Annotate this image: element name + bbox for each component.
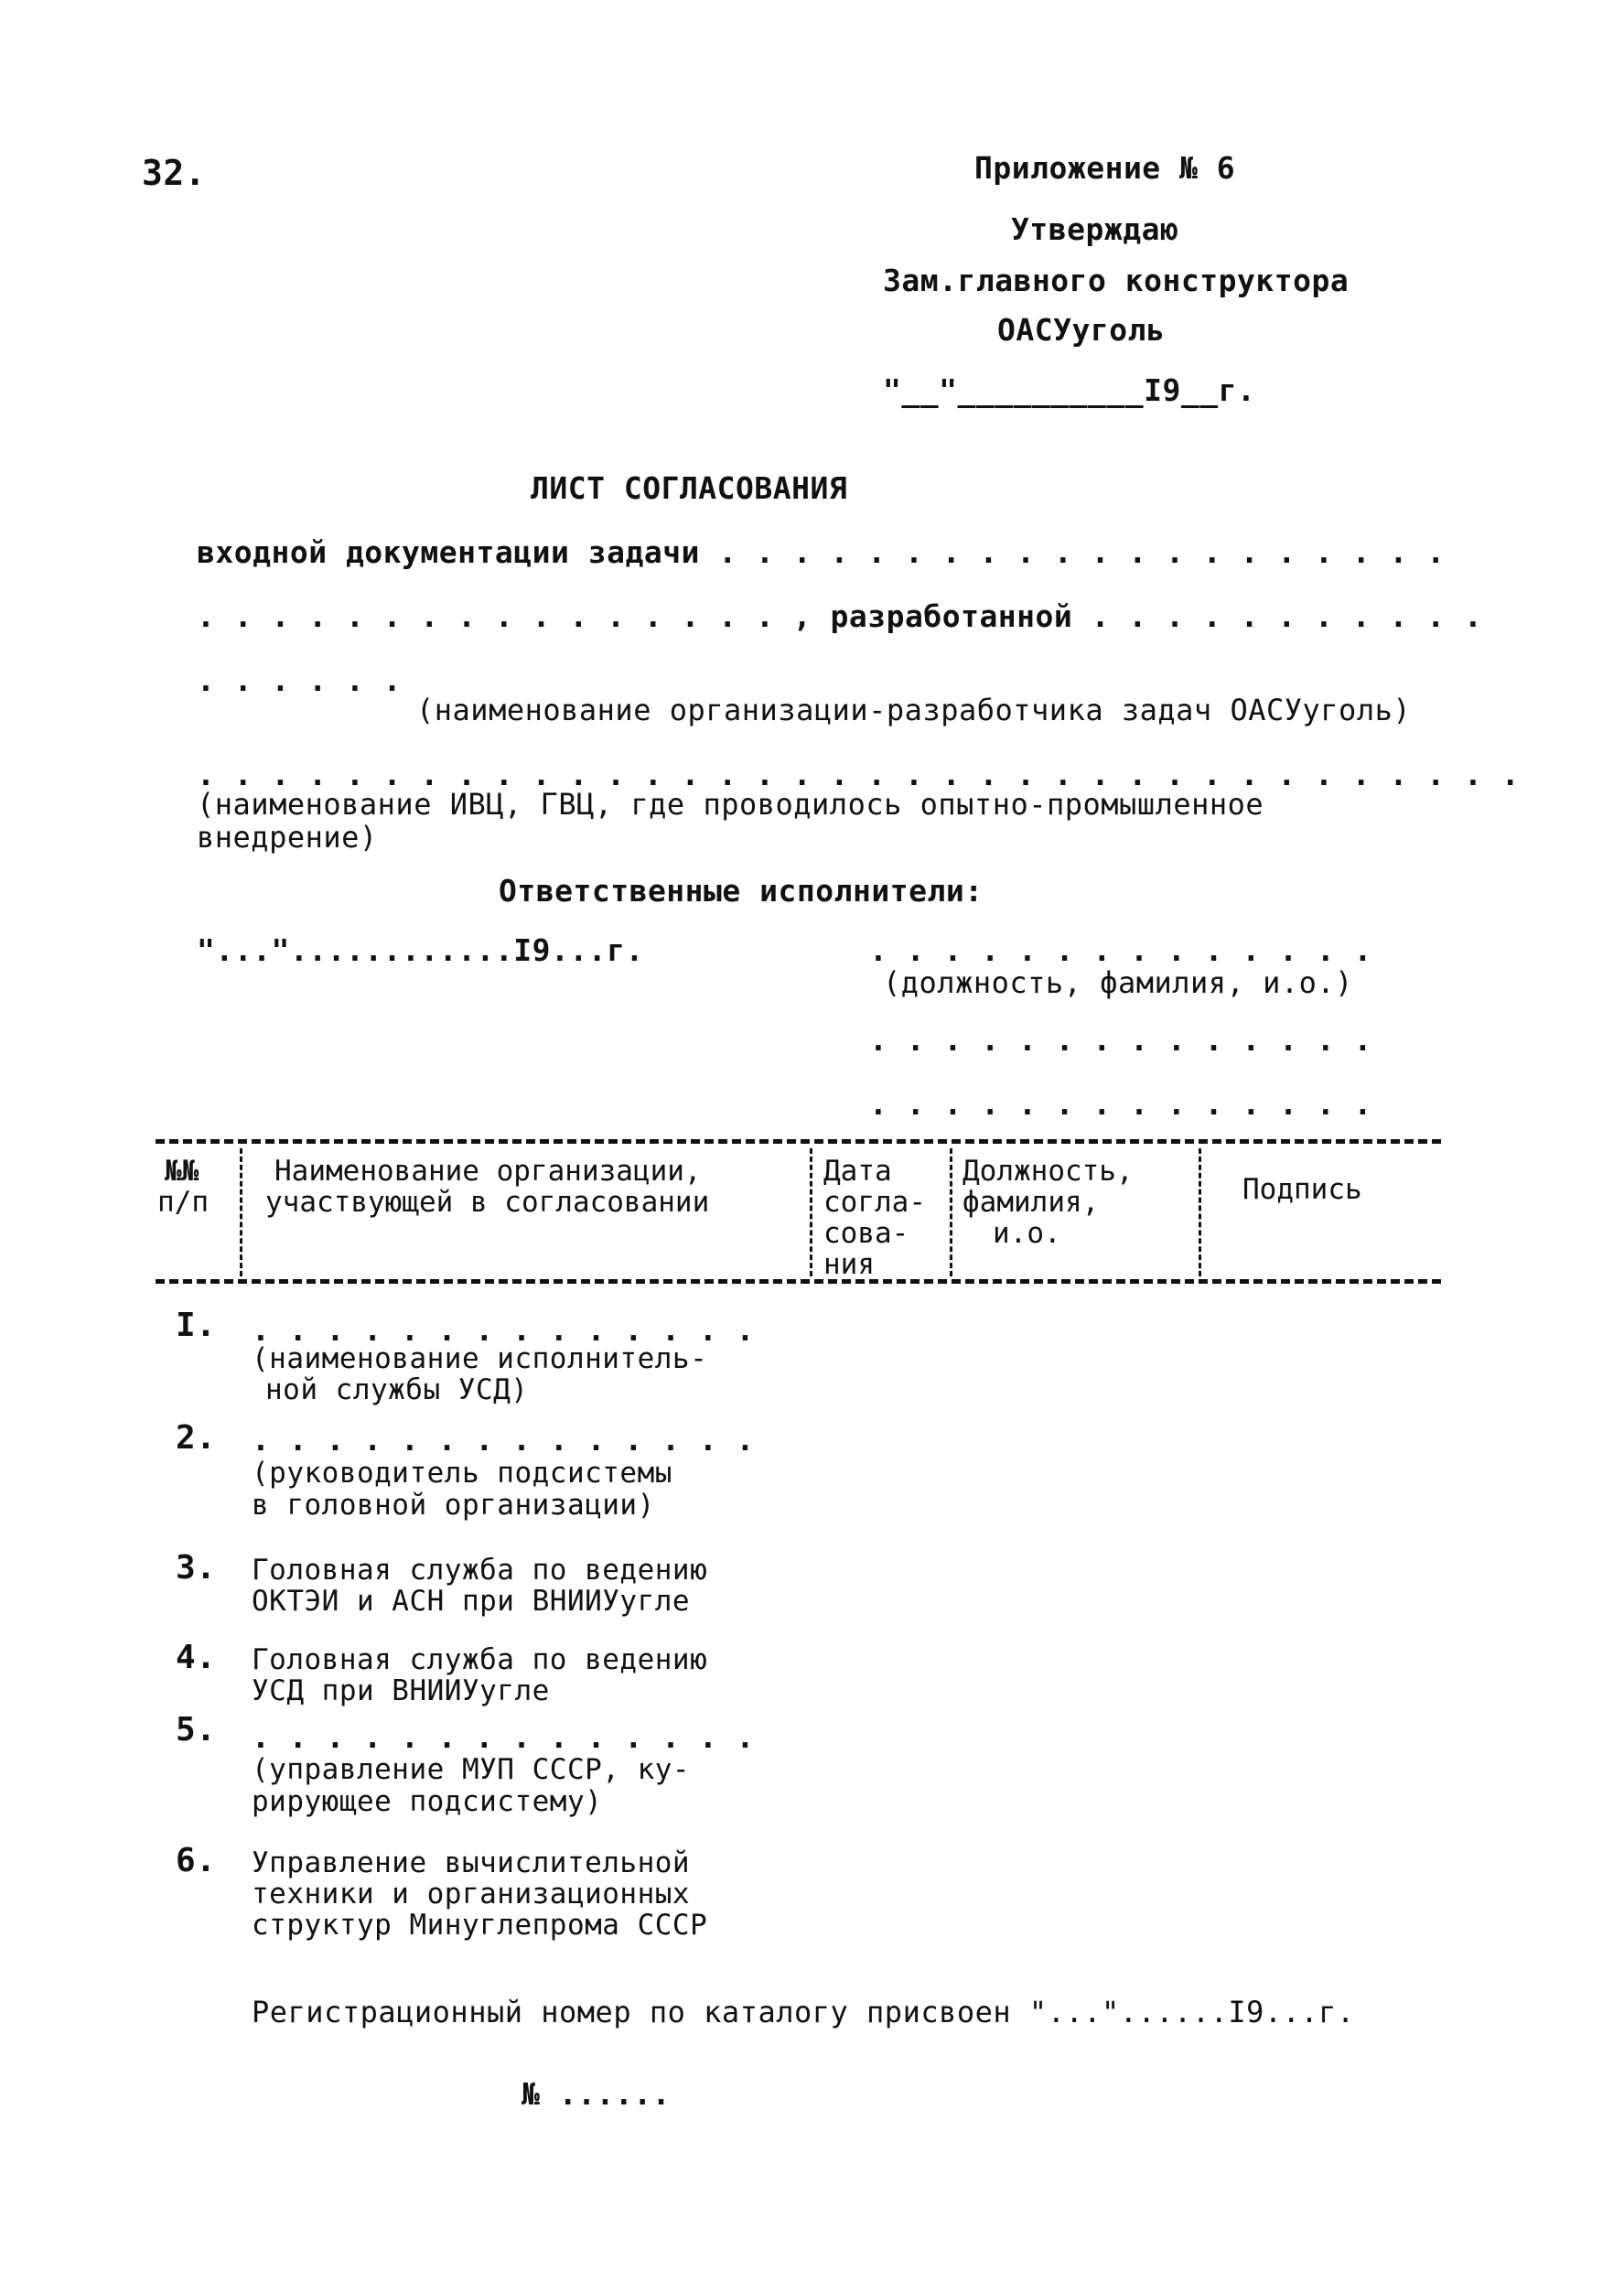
table-header-organization-1: Наименование организации, xyxy=(274,1155,702,1188)
row-6-number: 6. xyxy=(176,1842,217,1879)
approval-date-line: "__"__________I9__г. xyxy=(883,372,1256,408)
table-header-date-4: ния xyxy=(823,1248,875,1281)
row-5-line-3: рирующее подсистему) xyxy=(252,1785,603,1818)
row-5-line-1: . . . . . . . . . . . . . . xyxy=(252,1719,755,1755)
registration-number: № ...... xyxy=(522,2076,671,2112)
table-header-position-3: и.о. xyxy=(993,1217,1061,1250)
intro-line-4-dots: . . . . . . . . . . . . . . . . . . . . . . . . . . . . . . . . . . . . xyxy=(197,757,1521,792)
row-1-line-3: ной службы УСД) xyxy=(265,1373,529,1406)
row-5-number: 5. xyxy=(176,1711,217,1749)
page-number: 32. xyxy=(142,153,207,193)
table-header-position-2: фамилия, xyxy=(963,1186,1100,1219)
table-divider-4 xyxy=(1199,1148,1201,1276)
appendix-label: Приложение № 6 xyxy=(974,150,1236,186)
responsible-heading: Ответственные исполнители: xyxy=(499,873,984,909)
table-top-border xyxy=(156,1139,1441,1144)
row-6-line-3: структур Минуглепрома СССР xyxy=(252,1909,708,1942)
row-2-number: 2. xyxy=(176,1419,217,1457)
approval-organization: ОАСУуголь xyxy=(997,312,1166,348)
table-header-organization-2: участвующей в согласовании xyxy=(265,1186,710,1219)
responsible-date: "..."............I9...г. xyxy=(197,932,644,968)
table-bottom-border xyxy=(156,1279,1441,1284)
table-divider-3 xyxy=(950,1148,952,1276)
row-2-line-1: . . . . . . . . . . . . . . xyxy=(252,1422,755,1458)
row-4-line-2: УСД при ВНИИУугле xyxy=(252,1674,550,1707)
row-3-line-1: Головная служба по ведению xyxy=(252,1554,708,1587)
intro-line-3-dots: . . . . . . xyxy=(197,662,403,698)
responsible-dots-2: . . . . . . . . . . . . . . xyxy=(869,1022,1372,1058)
row-2-line-2: (руководитель подсистемы xyxy=(252,1457,672,1490)
intro-line-1: входной документации задачи . . . . . . . . . . . . . . . . . . . . xyxy=(197,534,1446,570)
table-divider-1 xyxy=(240,1148,242,1276)
table-divider-2 xyxy=(810,1148,812,1276)
intro-line-2: . . . . . . . . . . . . . . . . , разработанной . . . . . . . . . . . xyxy=(197,598,1483,634)
row-3-line-2: ОКТЭИ и АСН при ВНИИУугле xyxy=(252,1585,691,1618)
intro-line-4-label-2: внедрение) xyxy=(197,820,378,855)
responsible-dots-3: . . . . . . . . . . . . . . xyxy=(869,1086,1372,1122)
intro-line-4-label-1: (наименование ИВЦ, ГВЦ, где проводилось опытно-промышленное xyxy=(197,787,1264,822)
table-header-number-2: п/п xyxy=(157,1186,209,1219)
approval-word: Утверждаю xyxy=(1011,211,1179,247)
row-5-line-2: (управление МУП СССР, ку- xyxy=(252,1753,691,1786)
registration-line: Регистрационный номер по каталогу присвоен "..."......I9...г. xyxy=(252,1995,1355,2029)
row-2-line-3: в головной организации) xyxy=(252,1489,655,1522)
row-1-number: I. xyxy=(176,1307,217,1344)
table-header-date-3: сова- xyxy=(823,1217,909,1250)
row-6-line-2: техники и организационных xyxy=(252,1878,691,1910)
row-6-line-1: Управление вычислительной xyxy=(252,1846,691,1879)
responsible-dots-1: . . . . . . . . . . . . . . xyxy=(869,932,1372,968)
row-3-number: 3. xyxy=(176,1549,217,1587)
row-4-number: 4. xyxy=(176,1639,217,1676)
approval-position: Зам.главного конструктора xyxy=(883,263,1350,298)
table-header-date-1: Дата xyxy=(823,1155,892,1188)
table-header-position-1: Должность, xyxy=(963,1155,1134,1188)
table-header-signature: Подпись xyxy=(1242,1173,1362,1206)
row-4-line-1: Головная служба по ведению xyxy=(252,1643,708,1676)
table-header-date-2: согла- xyxy=(823,1186,926,1219)
row-1-line-1: . . . . . . . . . . . . . . xyxy=(252,1312,755,1348)
row-1-line-2: (наименование исполнитель- xyxy=(252,1342,708,1375)
table-header-number-1: №№ xyxy=(165,1155,199,1188)
document-title: ЛИСТ СОГЛАСОВАНИЯ xyxy=(531,470,848,506)
intro-line-3-label: (наименование организации-разработчика задач ОАСУуголь) xyxy=(416,693,1412,727)
responsible-label: (должность, фамилия, и.о.) xyxy=(883,965,1353,1000)
